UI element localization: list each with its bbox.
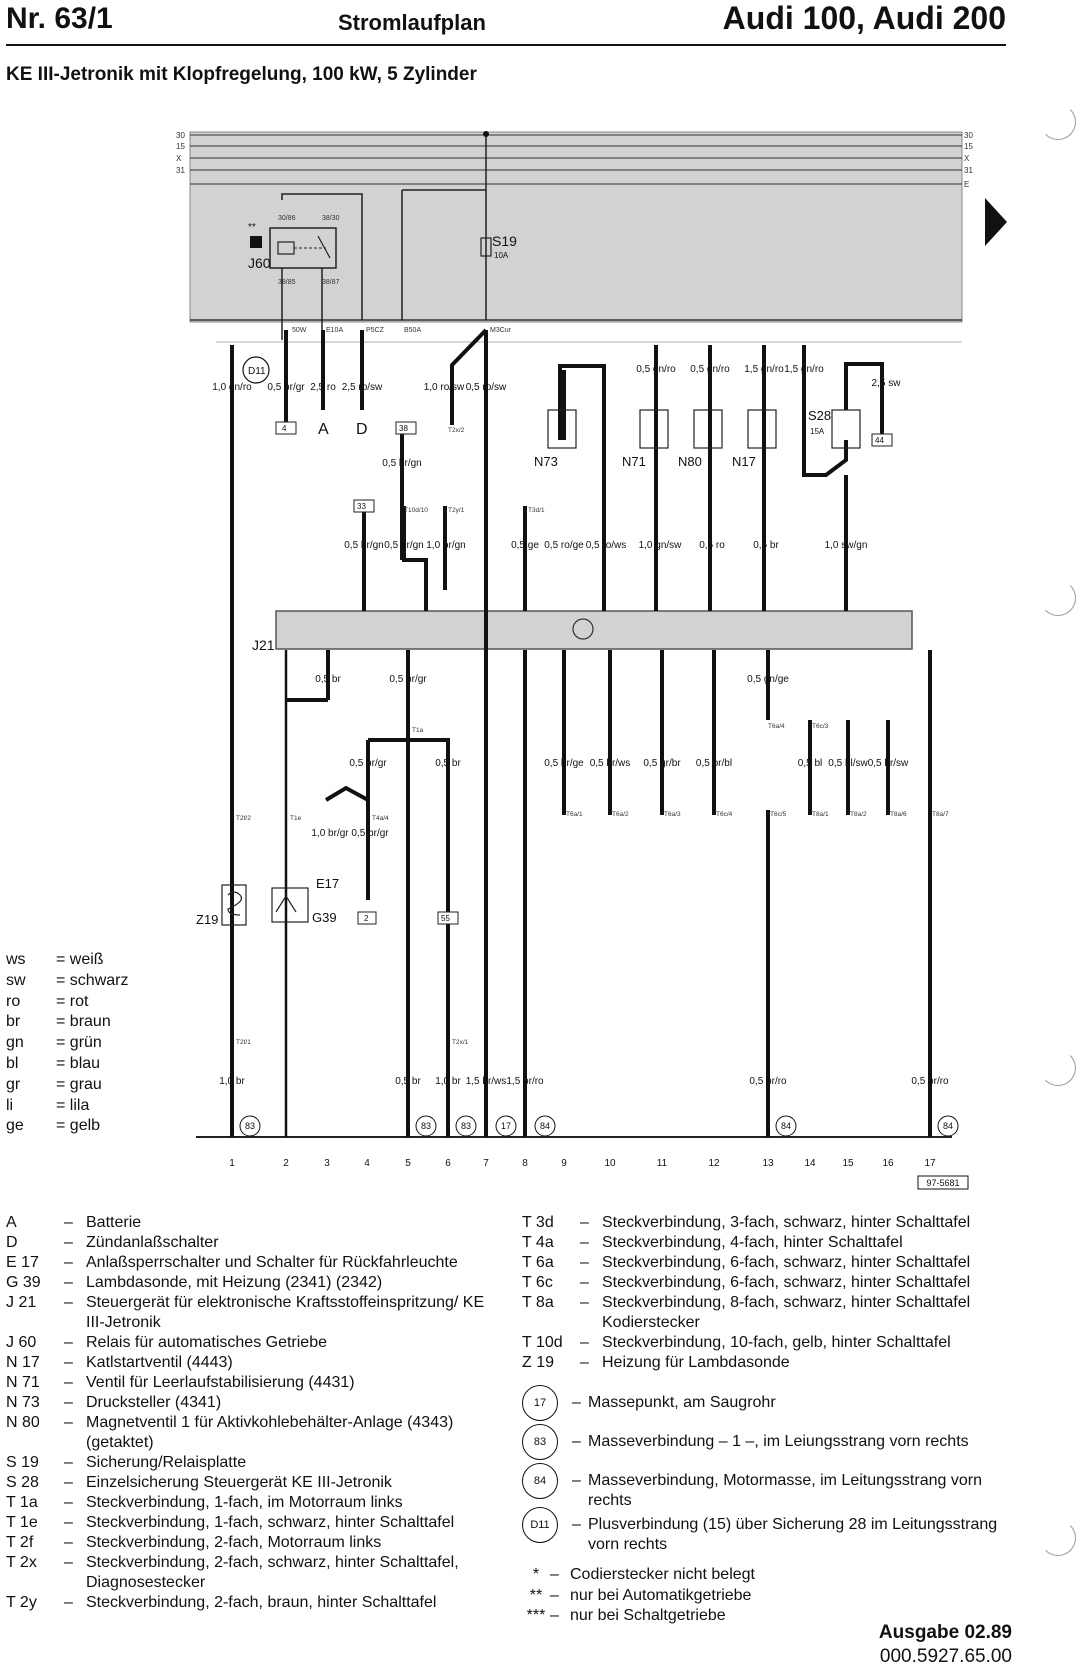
diagram-label: 15A [810, 427, 825, 436]
connector-tags [236, 427, 949, 1046]
diagram-label: E17 [316, 876, 340, 891]
legend-item: T 6c – Steckverbindung, 6-fach, schwarz, hinter Schalttafel [522, 1274, 971, 1291]
diagram-label: 8 [522, 1158, 528, 1169]
diagram-label: 0,5 gn/ro [636, 364, 676, 375]
diagram-label: 84 [539, 1121, 551, 1131]
legend-item: N 73 – Drucksteller (4341) [6, 1394, 222, 1411]
diagram-label: 11 [656, 1158, 668, 1169]
wire-color-row: gn = grün [6, 1034, 102, 1052]
diagram-label: 1 [229, 1158, 235, 1169]
fuse-rating: 10A [494, 251, 509, 260]
ground-marks [240, 1116, 958, 1136]
diagram-label: 0,5 br/gr [389, 674, 427, 685]
legend-item: E 17 – Anlaßsperrschalter und Schalter für Rückfahrleuchte [6, 1254, 458, 1271]
rail-label: E [964, 180, 970, 189]
legend-item: T 6a – Steckverbindung, 6-fach, schwarz, hinter Schalttafel [522, 1254, 971, 1271]
diagram-label: 83 [244, 1121, 256, 1131]
diagram-label: 1,0 ro/sw [423, 382, 465, 393]
diagram-label: 0,5 br/ro [749, 1076, 787, 1087]
diagram-label: T2x/2 [448, 427, 465, 434]
diagram-label: D [356, 421, 368, 438]
diagram-label: S28 [808, 408, 832, 423]
legend-item: T 1e – Steckverbindung, 1-fach, schwarz, hinter Schalttafel [6, 1514, 455, 1531]
component-legend-left [6, 1213, 506, 1613]
diagram-label: 0,5 br/ro [911, 1076, 949, 1087]
diagram-label: 0,5 br [753, 540, 779, 551]
ecu-j21 [276, 611, 912, 649]
diagram-label: 30/86 [278, 215, 296, 222]
svg-text:**: ** [248, 222, 256, 233]
diagram-label: 10 [604, 1158, 616, 1169]
diagram-label: 1,0 br/gr [311, 828, 349, 839]
legend-item: J 60 – Relais für automatisches Getriebe [6, 1334, 327, 1351]
legend-item: N 80 – Magnetventil 1 für Aktivkohlebehälter-Anlage (4343) (getaktet) [6, 1414, 454, 1451]
diagram-label: 1,5 br/ws [465, 1076, 507, 1087]
legend-item: T 8a – Steckverbindung, 8-fach, schwarz, hinter Schalttafel Kodierstecker [522, 1294, 971, 1331]
diagram-label: 5 [405, 1158, 411, 1169]
diagram-label: T6a/3 [664, 811, 681, 818]
diagram-label: 16 [882, 1158, 894, 1169]
diagram-label: 1,0 gn/ro [212, 382, 252, 393]
diagram-label: 1,0 br [435, 1076, 461, 1087]
diagram-label: 1,5 br/ro [506, 1076, 544, 1087]
column-numbers [229, 1158, 936, 1169]
legend-item: S 19 – Sicherung/Relaisplatte [6, 1454, 247, 1471]
diagram-label: B50A [404, 327, 422, 334]
diagram-label: N80 [678, 454, 702, 469]
diagram-label: T1a [412, 727, 424, 734]
diagram-label: T4a/4 [372, 815, 389, 822]
diagram-label: 15 [842, 1158, 854, 1169]
diagram-label: T6a/4 [768, 723, 785, 730]
diagram-label: 2,5 sw [871, 378, 901, 389]
diagram-label: A [318, 421, 329, 438]
wires [232, 330, 930, 1137]
diagram-label: 0,5 gr/br [643, 758, 681, 769]
document-number: 000.5927.65.00 [879, 1646, 1012, 1667]
wire-color-row: bl = blau [6, 1054, 101, 1072]
diagram-label: T6c/5 [770, 811, 787, 818]
diagram-label: 0,5 bl [797, 758, 823, 769]
page-number: Nr. 63/1 [6, 2, 113, 35]
diagram-label: N71 [622, 454, 646, 469]
ground-legend-item: D11 – Plusverbindung (15) über Sicherung 28 im Leitungsstrang vorn rechts [522, 1507, 1022, 1557]
diagram-label: 17 [924, 1158, 936, 1169]
diagram-label: 0,5 ro [699, 540, 725, 551]
diagram-label: T10d/10 [404, 507, 428, 514]
rail-label: X [176, 154, 182, 163]
rail-label: 30 [964, 131, 973, 140]
diagram-label: 38/85 [278, 279, 296, 286]
diagram-label: 0,5 gn/ro [690, 364, 730, 375]
legend-item: S 28 – Einzelsicherung Steuergerät KE III-Jetronik [6, 1474, 392, 1491]
diagram-label: 7 [483, 1158, 489, 1169]
diagram-label: 0,5 gn/ge [747, 674, 789, 685]
legend-item: T 1a – Steckverbindung, 1-fach, im Motorraum links [6, 1494, 403, 1511]
ground-mark: 84 [522, 1463, 558, 1499]
diagram-label: 0,5 ro/ge [544, 540, 584, 551]
legend-item: A – Batterie [6, 1214, 142, 1231]
diagram-label: 38/87 [322, 279, 340, 286]
diagram-label: 13 [762, 1158, 774, 1169]
diagram-label: 0,5 br/gn [344, 540, 384, 551]
diagram-label: 1,0 gn/sw [638, 540, 682, 551]
diagram-label: 84 [780, 1121, 792, 1131]
diagram-label: 83 [420, 1121, 432, 1131]
diagram-label: P5CZ [366, 327, 384, 334]
diagram-label: G39 [312, 910, 337, 925]
diagram-label: T1e [290, 815, 302, 822]
diagram-label: T2y/1 [448, 507, 465, 514]
diagram-label: 17 [500, 1121, 512, 1131]
diagram-label: 0,5 ro/ws [585, 540, 627, 551]
wire-labels-top [212, 364, 901, 393]
diagram-label: 33 [357, 502, 366, 511]
ground-mark: D11 [522, 1507, 558, 1543]
diagram-label: 2,5 ro/sw [341, 382, 383, 393]
legend-item: T 2y – Steckverbindung, 2-fach, braun, hinter Schalttafel [6, 1594, 437, 1611]
diagram-label: 4 [282, 424, 287, 433]
diagram-label: 2,5 ro [310, 382, 336, 393]
diagram-label: 1,0 br/gn [426, 540, 466, 551]
rail-label: 31 [176, 166, 185, 175]
legend-item: T 3d – Steckverbindung, 3-fach, schwarz, hinter Schalttafel [522, 1214, 971, 1231]
diagram-label: 50W [292, 327, 307, 334]
ground-mark: 83 [522, 1424, 558, 1460]
diagram-label: M3Cur [490, 327, 512, 334]
diagram-label: T6a/1 [566, 811, 583, 818]
ground-mark: 17 [522, 1385, 558, 1421]
diagram-label: T8a/7 [932, 811, 949, 818]
diagram-label: N73 [534, 454, 558, 469]
legend-item: T 10d – Steckverbindung, 10-fach, gelb, hinter Schalttafel [522, 1334, 951, 1351]
footnote: *** – nur bei Schaltgetriebe [526, 1607, 726, 1625]
diagram-label: T6c/3 [812, 723, 829, 730]
diagram-label: T8a/6 [890, 811, 907, 818]
wire-color-row: gr = grau [6, 1075, 102, 1093]
diagram-label: 0,5 br/ws [589, 758, 631, 769]
diagram-label: 0,5 br/gr [267, 382, 305, 393]
legend-item: T 4a – Steckverbindung, 4-fach, hinter Schalttafel [522, 1234, 903, 1251]
diagram-label: 38/30 [322, 215, 340, 222]
diagram-label: 83 [460, 1121, 472, 1131]
diagram-label: 0,5 br/gr [349, 758, 387, 769]
rail-label: X [964, 154, 970, 163]
diagram-label: 0,5 br/bl [695, 758, 733, 769]
wire-color-row: ws = weiß [6, 951, 104, 968]
diagram-label: 12 [708, 1158, 720, 1169]
rail-labels-left [176, 131, 185, 175]
wire-labels-bottom [219, 1076, 949, 1087]
diagram-label: 14 [804, 1158, 816, 1169]
rail-label: 30 [176, 131, 185, 140]
diagram-label: D11 [248, 366, 266, 377]
diagram-label: 1,5 gn/ro [784, 364, 824, 375]
diagram-label: 0,5 br [395, 1076, 421, 1087]
diagram-label: T6a/2 [612, 811, 629, 818]
diagram-label: 0,5 br/gr [351, 828, 389, 839]
diagram-label: N17 [732, 454, 756, 469]
diagram-label: Z19 [196, 912, 219, 927]
diagram-label: 84 [942, 1121, 954, 1131]
diagram-label: 1,5 gn/ro [744, 364, 784, 375]
diagram-label: 2 [283, 1158, 289, 1169]
diagram-label: T2f/2 [236, 815, 251, 822]
ecu-label: J21 [252, 637, 275, 653]
diagram-label: 1,0 br [219, 1076, 245, 1087]
diagram-label: 2 [364, 914, 369, 923]
diagram-label: T2x/1 [452, 1039, 469, 1046]
diagram-label: E10A [326, 327, 344, 334]
rail-label: 15 [176, 142, 185, 151]
relay-plate-panel [190, 132, 962, 322]
edition-label: Ausgabe 02.89 [878, 1622, 1012, 1643]
diagram-label: 0,5 ge [511, 540, 539, 551]
diagram-label: 38 [399, 424, 408, 433]
legend-item: N 17 – Katlstartventil (4443) [6, 1354, 233, 1371]
legend-item: T 2f – Steckverbindung, 2-fach, Motorraum links [6, 1534, 382, 1551]
diagram-label: 0,5 br [315, 674, 341, 685]
diagram-label: T6c/4 [716, 811, 733, 818]
ground-legend-item: 83 – Masseverbindung – 1 –, im Leiungsstrang vorn rechts [522, 1424, 1022, 1460]
footnote: * – Codierstecker nicht belegt [532, 1566, 755, 1583]
diagram-label: 0,5 br [435, 758, 461, 769]
ground-legend-item: 84 – Masseverbindung, Motormasse, im Leitungsstrang vorn rechts [522, 1463, 1022, 1513]
legend-item: D – Zündanlaßschalter [6, 1234, 219, 1251]
figure-ref: 97-5681 [926, 1178, 960, 1188]
rail-labels [964, 131, 973, 189]
legend-item: T 2x – Steckverbindung, 2-fach, schwarz, hinter Schalttafel, Diagnosestecker [6, 1554, 459, 1591]
diagram-label: 4 [364, 1158, 370, 1169]
diagram-label: 44 [875, 436, 884, 445]
fuse-label: S19 [492, 233, 517, 249]
component-legend-right [522, 1213, 1022, 1373]
rail-label: 15 [964, 142, 973, 151]
wire-color-row: br = braun [6, 1013, 111, 1031]
diagram-label: T2f/1 [236, 1039, 251, 1046]
diagram-label: 0,5 br/gn [384, 540, 424, 551]
wire-color-row: ro = rot [6, 992, 89, 1010]
wire-color-row: sw = schwarz [6, 971, 129, 989]
diagram-label: T3d/1 [528, 507, 545, 514]
diagram-label: 0,5 br/sw [867, 758, 909, 769]
wire-color-row: li = lila [6, 1096, 90, 1114]
diagram-subtitle: KE III-Jetronik mit Klopfregelung, 100 kW, 5 Zylinder [6, 64, 477, 85]
diagram-label: T8a/2 [850, 811, 867, 818]
diagram-label: 0,5 bl/sw [828, 758, 868, 769]
page-curl-mark [1040, 1520, 1076, 1556]
legend-item: J 21 – Steuergerät für elektronische Kraftsstoffeinspritzung/ KE III-Jetronik [6, 1294, 485, 1331]
wire-color-row: ge = gelb [6, 1117, 101, 1135]
wire-color-legend [6, 950, 128, 1137]
footnote: ** – nur bei Automatikgetriebe [529, 1586, 752, 1604]
diagram-label: 55 [441, 914, 450, 923]
diagram-label: 9 [561, 1158, 567, 1169]
ground-legend-item: 17 – Massepunkt, am Saugrohr [522, 1385, 1022, 1421]
footnotes [522, 1565, 755, 1627]
diagram-label: 0,5 br/gn [382, 458, 422, 469]
diagram-label: 3 [324, 1158, 330, 1169]
diagram-label: 0,5 br/ge [544, 758, 584, 769]
diagram-label: T8a/1 [812, 811, 829, 818]
legend-item: Z 19 – Heizung für Lambdasonde [522, 1354, 790, 1371]
vehicle-model: Audi 100, Audi 200 [722, 0, 1006, 36]
legend-item: N 71 – Ventil für Leerlaufstabilisierung (4431) [6, 1374, 355, 1391]
legend-item: G 39 – Lambdasonde, mit Heizung (2341) (2342) [6, 1274, 383, 1291]
diagram-label: 6 [445, 1158, 451, 1169]
page-title: Stromlaufplan [338, 10, 486, 35]
rail-label: 31 [964, 166, 973, 175]
relay-label: J60 [248, 255, 271, 271]
diagram-label: 0,5 ro/sw [465, 382, 507, 393]
diagram-label: 1,0 sw/gn [824, 540, 868, 551]
